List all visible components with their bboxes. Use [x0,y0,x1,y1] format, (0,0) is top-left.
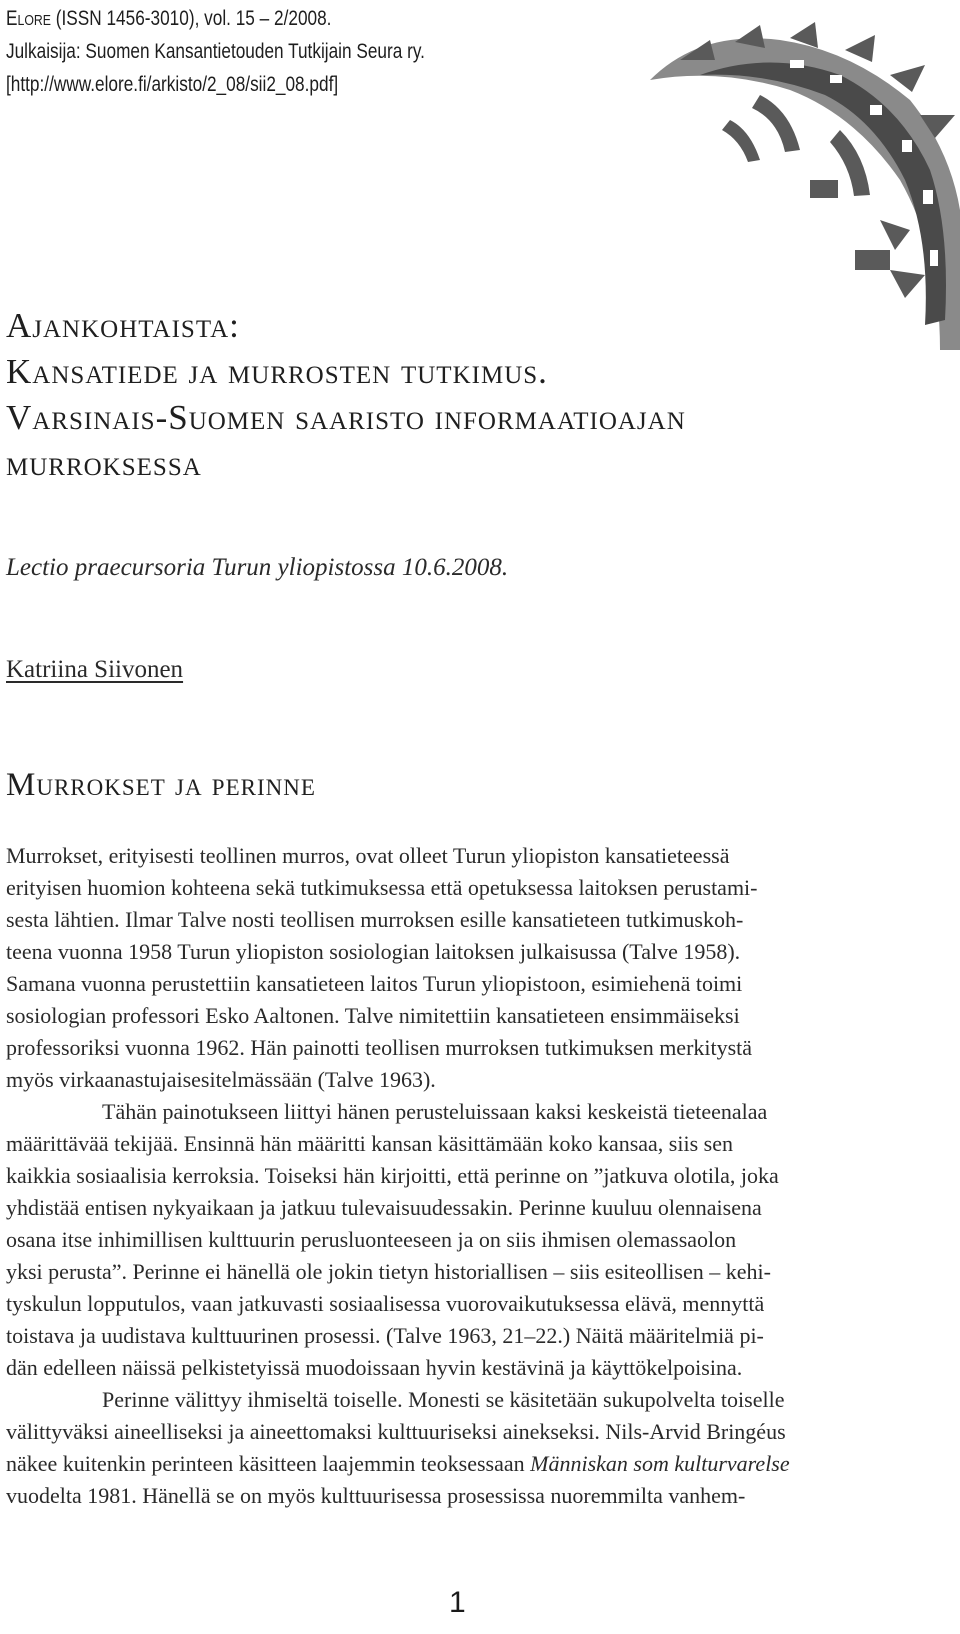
section-title-line-3: Varsinais-Suomen saaristo informaatioajan [6,398,686,437]
body-line: yksi perusta”. Perinne ei hänellä ole jokin tietyn historiallisen – siis esiteollisen – kehi- [6,1259,771,1284]
journal-header [6,2,425,101]
section-title-line-1: Ajankohtaista: [6,306,240,345]
body-line: toistava ja uudistava kulttuurinen prosessi. (Talve 1963, 21–22.) Näitä määritelmiä pi- [6,1323,764,1348]
body-line: Tähän painotukseen liittyi hänen perusteluissaan kaksi keskeistä tieteenalaa [102,1099,768,1124]
body-text [6,840,960,1512]
journal-volume: (ISSN 1456-3010), vol. 15 – 2/2008. [50,7,332,30]
journal-name: Elore [6,7,51,30]
body-line: sesta lähtien. Ilmar Talve nosti teollisen murroksen esille kansatieteen tutkimuskoh- [6,907,744,932]
body-line: professoriksi vuonna 1962. Hän painotti teollisen murroksen tutkimuksen merkitystä [6,1035,753,1060]
source-url: [http://www.elore.fi/arkisto/2_08/sii2_08.pdf] [6,73,339,96]
journal-logo-ornament [640,20,960,350]
body-line: osana itse inhimillisen kulttuurin perusluonteeseen ja on siis ihmisen olemassaolon [6,1227,737,1252]
body-line: teena vuonna 1958 Turun yliopiston sosiologian laitoksen julkaisussa (Talve 1958). [6,939,741,964]
body-line: kaikkia sosiaalisia kerroksia. Toiseksi hän kirjoitti, että perinne on ”jatkuva olotila, joka [6,1163,779,1188]
body-line: dän edelleen näissä pelkistetyissä muodoissaan hyvin kestävinä ja käyttökelpoisina. [6,1355,743,1380]
body-line: Perinne välittyy ihmiseltä toiselle. Monesti se käsitetään sukupolvelta toiselle [102,1387,785,1412]
page-number: 1 [449,1586,466,1619]
body-line: Murrokset, erityisesti teollinen murros, ovat olleet Turun yliopiston kansatieteessä [6,843,730,868]
body-line: tyskulun lopputulos, vaan jatkuvasti sosiaalisessa vuorovaikutuksessa elävä, mennyttä [6,1291,765,1316]
body-line: Samana vuonna perustettiin kansatieteen laitos Turun yliopistoon, esimiehenä toimi [6,971,743,996]
body-line: yhdistää entisen nykyaikaan ja jatkuu tulevaisuudessakin. Perinne kuuluu olennaisena [6,1195,762,1220]
body-line: erityisen huomion kohteena sekä tutkimuksessa että opetuksessa laitoksen perustami- [6,875,758,900]
body-line: määrittävää tekijää. Ensinnä hän määritti kansan käsittämään koko kansaa, siis sen [6,1131,733,1156]
lectio-subtitle: Lectio praecursoria Turun yliopistossa 10.6.2008. [6,554,509,581]
body-line: välittyväksi aineelliseksi ja aineettomaksi kulttuuriseksi ainekseksi. Nils-Arvid Bringéus [6,1419,786,1444]
body-line: vuodelta 1981. Hänellä se on myös kulttuurisessa prosessissa nuoremmilta vanhem- [6,1483,746,1508]
body-line-with-book-title [6,1448,960,1480]
body-line: myös virkaanastujaisesitelmässään (Talve 1963). [6,1067,436,1092]
body-line-text: näkee kuitenkin perinteen käsitteen laajemmin teoksessaan [6,1451,531,1476]
section-title-line-2: Kansatiede ja murrosten tutkimus. [6,352,548,391]
journal-citation [6,2,425,35]
article-heading: Murrokset ja perinne [6,767,316,803]
section-title-line-4: murroksessa [6,444,202,483]
book-title: Människan som kulturvarelse [530,1451,790,1476]
publisher-line: Julkaisija: Suomen Kansantietouden Tutkijain Seura ry. [6,40,425,63]
body-line: sosiologian professori Esko Aaltonen. Talve nimitettiin kansatieteen ensimmäiseksi [6,1003,740,1028]
author-name: Katriina Siivonen [6,656,184,683]
